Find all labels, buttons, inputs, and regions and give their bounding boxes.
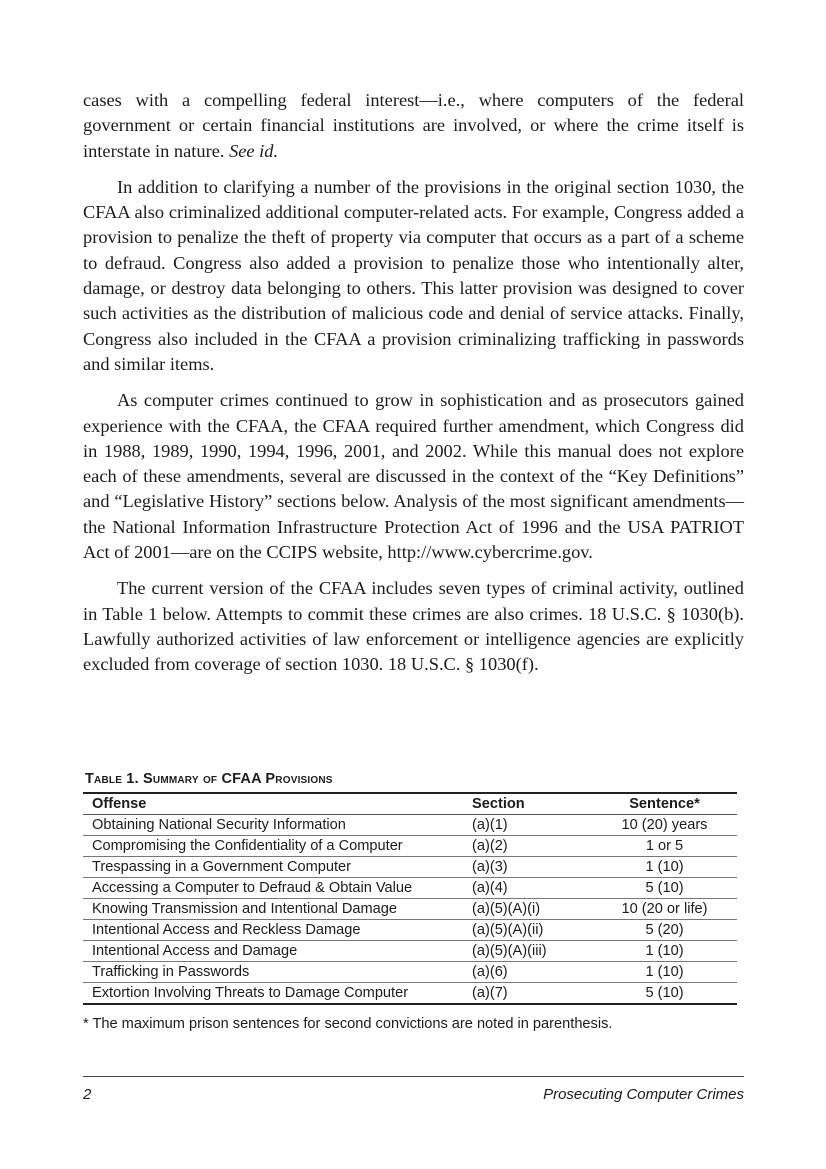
- body-text: [83, 88, 744, 689]
- header-sentence: Sentence*: [592, 793, 737, 815]
- table-row: [83, 920, 737, 941]
- sentence-cell: 10 (20 or life): [592, 899, 737, 920]
- offense-cell: Trafficking in Passwords: [83, 962, 467, 983]
- offense-cell: Obtaining National Security Information: [83, 815, 467, 836]
- sentence-cell: 1 (10): [592, 962, 737, 983]
- table-caption: Table 1. Summary of CFAA Provisions: [85, 771, 333, 787]
- table-row: [83, 878, 737, 899]
- running-title: Prosecuting Computer Crimes: [543, 1086, 744, 1103]
- table-header-row: [83, 793, 737, 815]
- sentence-cell: 1 or 5: [592, 836, 737, 857]
- table-row: [83, 983, 737, 1005]
- cfaa-provisions-table: [83, 792, 737, 1005]
- offense-cell: Extortion Involving Threats to Damage Computer: [83, 983, 467, 1005]
- footer-divider: [83, 1076, 744, 1077]
- citation-see-id: See id.: [229, 140, 279, 161]
- section-cell: (a)(5)(A)(ii): [467, 920, 592, 941]
- paragraph-1: [83, 88, 744, 164]
- section-cell: (a)(5)(A)(i): [467, 899, 592, 920]
- sentence-cell: 1 (10): [592, 941, 737, 962]
- offense-cell: Compromising the Confidentiality of a Computer: [83, 836, 467, 857]
- paragraph-4: The current version of the CFAA includes seven types of criminal activity, outlined in Table 1 below. Attempts to commit these crimes are also crimes. 18 U.S.C. § 1030(b). Lawfully authorized activities of law enforcement or intelligence agencies are explicitly excluded from coverage of section 1030. 18 U.S.C. § 1030(f).: [83, 578, 744, 675]
- section-cell: (a)(3): [467, 857, 592, 878]
- sentence-cell: 10 (20) years: [592, 815, 737, 836]
- offense-cell: Accessing a Computer to Defraud & Obtain Value: [83, 878, 467, 899]
- sentence-cell: 5 (10): [592, 878, 737, 899]
- section-cell: (a)(2): [467, 836, 592, 857]
- offense-cell: Intentional Access and Reckless Damage: [83, 920, 467, 941]
- sentence-cell: 5 (20): [592, 920, 737, 941]
- section-cell: (a)(1): [467, 815, 592, 836]
- page-number: 2: [83, 1086, 92, 1103]
- offense-cell: Intentional Access and Damage: [83, 941, 467, 962]
- paragraph-2: In addition to clarifying a number of the provisions in the original section 1030, the CFAA also criminalized additional computer-related acts. For example, Congress added a provision to penalize the theft of property via computer that occurs as a part of a scheme to defraud. Congress also added a provision to penalize those who intentionally alter, damage, or destroy data belonging to others. This latter provision was designed to cover such activities as the distribution of malicious code and denial of service attacks. Finally, Congress also included in the CFAA a provision criminalizing trafficking in passwords and similar items.: [83, 176, 744, 374]
- table-footnote: * The maximum prison sentences for second convictions are noted in parenthesis.: [83, 1016, 613, 1032]
- offense-cell: Knowing Transmission and Intentional Damage: [83, 899, 467, 920]
- table-row: [83, 962, 737, 983]
- table-row: [83, 815, 737, 836]
- table-row: [83, 899, 737, 920]
- table-row: [83, 836, 737, 857]
- section-cell: (a)(4): [467, 878, 592, 899]
- section-cell: (a)(5)(A)(iii): [467, 941, 592, 962]
- offense-cell: Trespassing in a Government Computer: [83, 857, 467, 878]
- header-section: Section: [467, 793, 592, 815]
- paragraph-3: As computer crimes continued to grow in sophistication and as prosecutors gained experience with the CFAA, the CFAA required further amendment, which Congress did in 1988, 1989, 1990, 1994, 1996, 2001, and 2002. While this manual does not explore each of these amendments, several are discussed in the context of the “Key Definitions” and “Legislative History” sections below. Analysis of the most significant amendments—the National Information Infrastructure Protection Act of 1996 and the USA PATRIOT Act of 2001—are on the CCIPS website, http://www.cybercrime.gov.: [83, 390, 744, 563]
- table-row: [83, 857, 737, 878]
- paragraph-1-text: cases with a compelling federal interest—i.e., where computers of the federal government or certain financial institutions are involved, or where the crime itself is interstate in nature.: [83, 90, 744, 161]
- section-cell: (a)(6): [467, 962, 592, 983]
- table-row: [83, 941, 737, 962]
- sentence-cell: 5 (10): [592, 983, 737, 1005]
- section-cell: (a)(7): [467, 983, 592, 1005]
- sentence-cell: 1 (10): [592, 857, 737, 878]
- header-offense: Offense: [83, 793, 467, 815]
